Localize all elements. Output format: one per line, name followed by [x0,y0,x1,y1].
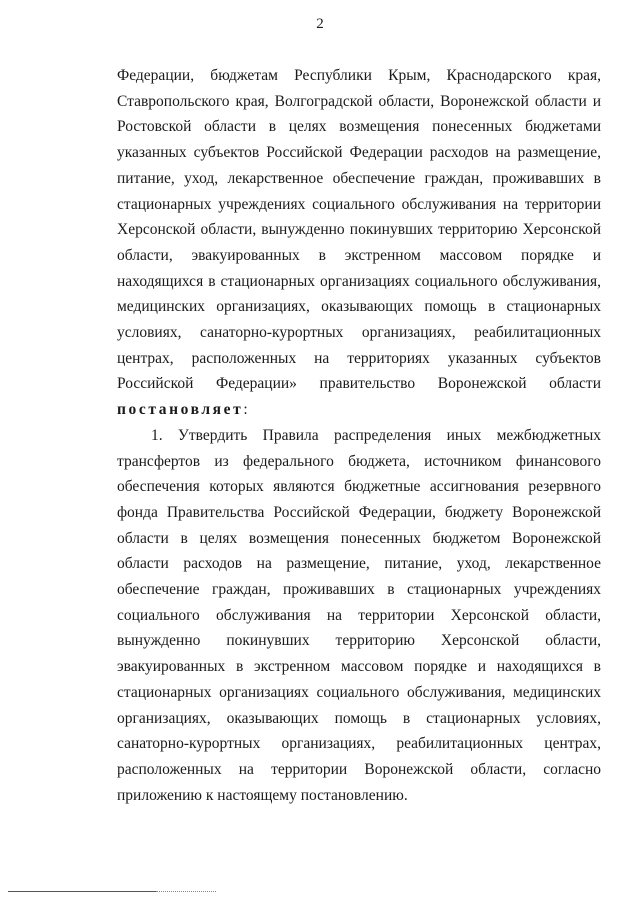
resolution-word: постановляет [117,401,244,419]
page-number: 2 [316,16,324,32]
paragraph-1-text: Федерации, бюджетам Республики Крым, Краснодарского края, Ставропольского края, Волгоградской области, Воронежской области и Ростовской области в целях возмещения понесенных бюджетами указанных субъектов Российской Федерации расходов на размещение, питание, уход, лекарственное обеспечение граждан, проживавших в стационарных учреждениях социального обслуживания на территории Херсонской области, вынужденно покинувших территорию Херсонской области, эвакуированных в экстренном массовом порядке и находящихся в стационарных организациях социального обслуживания, медицинских организациях, оказывающих помощь в стационарных условиях, санаторно-курортных организациях, реабилитационных центрах, расположенных на территориях указанных субъектов Российской Федерации» правительство Воронежской области [117,67,601,393]
paragraph-continuation [117,63,601,423]
footer-rule-dotted [156,891,216,892]
paragraph-item-1: 1. Утвердить Правила распределения иных межбюджетных трансфертов из федерального бюджета, источником финансового обеспечения которых являются бюджетные ассигнования резервного фонда Правительства Российской Федерации, бюджету Воронежской области в целях возмещения понесенных бюджетом Воронежской области расходов на размещение, питание, уход, лекарственное обеспечение граждан, проживавших в стационарных учреждениях социального обслуживания на территории Херсонской области, вынужденно покинувших территорию Херсонской области, эвакуированных в экстренном массовом порядке и находящихся в стационарных организациях социального обслуживания, медицинских организациях, оказывающих помощь в стационарных условиях, санаторно-курортных организациях, реабилитационных центрах, расположенных на территории Воронежской области, согласно приложению к настоящему постановлению. [117,426,601,804]
footer-rule [8,891,156,892]
paragraph-1-tail: : [243,401,248,419]
document-body [117,63,601,808]
